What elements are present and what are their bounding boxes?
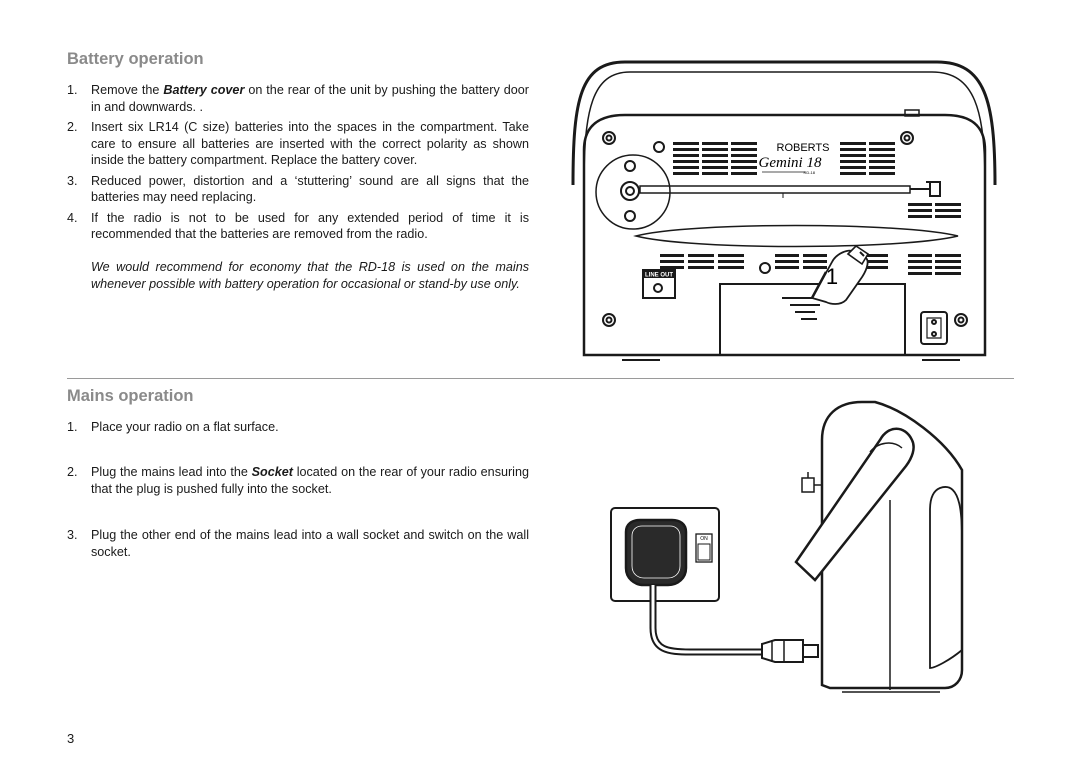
step-number: 1. <box>67 420 78 434</box>
step-text: Reduced power, distortion and a ‘stuttering’ sound are all signs that the batteries may need replacing. <box>91 173 529 204</box>
step-number: 2. <box>67 465 78 479</box>
brand-logo: ROBERTS <box>776 142 830 154</box>
step-text: on the rear of the unit by pushing the battery door in and downwards. . <box>91 83 529 114</box>
step-text: Place your radio on a flat surface. <box>91 420 279 434</box>
step-text: Remove the <box>91 83 164 97</box>
battery-cover-term: Battery cover <box>163 83 245 97</box>
step-text: Insert six LR14 (C size) batteries into the spaces in the compartment. Take care to ensure all batteries are inserted with the correct polarity as shown inside the battery compartment. Replace the battery cover. <box>91 120 529 167</box>
model-logo: Gemini 18 <box>758 155 822 171</box>
page-number: 3 <box>67 731 75 746</box>
callout-number: 1 <box>825 264 839 289</box>
step-text: located on the rear of your radio ensuring that the plug is pushed fully into the socket. <box>91 465 529 496</box>
line-out-label: LINE OUT <box>645 272 673 279</box>
socket-term: Socket <box>251 465 293 479</box>
battery-heading: Battery operation <box>67 50 204 68</box>
mains-heading: Mains operation <box>67 387 194 405</box>
switch-on-label: ON <box>700 536 708 542</box>
step-number: 2. <box>67 120 78 134</box>
step-text: Plug the mains lead into the <box>91 465 252 479</box>
step-number: 3. <box>67 528 78 542</box>
step-text: If the radio is not to be used for any extended period of time it is recommended that the batteries are removed from the radio. <box>91 210 529 241</box>
model-code: RD-18 <box>803 170 815 175</box>
wall-switch <box>698 544 710 560</box>
step-number: 1. <box>67 83 78 97</box>
economy-note: We would recommend for economy that the RD-18 is used on the mains whenever possible with battery operation for occasional or stand-by use only. <box>91 260 529 291</box>
step-text: Plug the other end of the mains lead into a wall socket and switch on the wall socket. <box>91 528 529 559</box>
step-number: 3. <box>67 173 78 188</box>
step-number: 4. <box>67 210 78 225</box>
